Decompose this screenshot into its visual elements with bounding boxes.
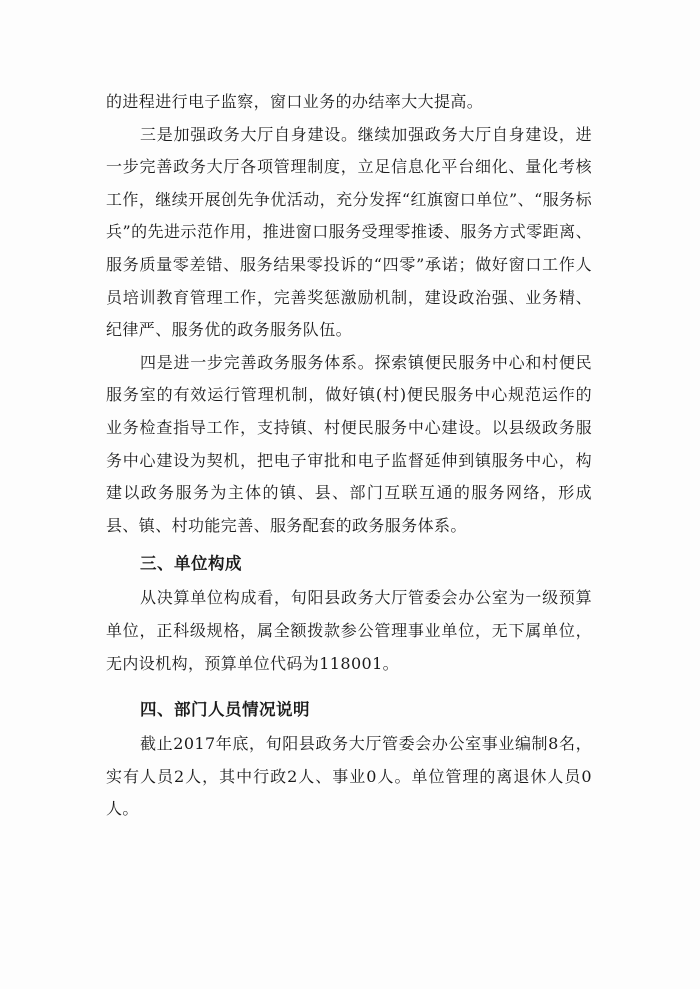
section-heading-unit-composition: 三、单位构成 xyxy=(140,554,242,574)
paragraph-unit-composition: 从决算单位构成看，旬阳县政务大厅管委会办公室为一级预算单位，正科级规格，属全额拨款参公管理事业单位，无下属单位，无内设机构，预算单位代码为118001。 xyxy=(106,588,592,673)
paragraph-item-three: 三是加强政务大厅自身建设。继续加强政务大厅自身建设，进一步完善政务大厅各项管理制度，立足信息化平台细化、量化考核工作，继续开展创先争优活动，充分发挥“红旗窗口单位”、“服务标兵”的先进示范作用，推进窗口服务受理零推诿、服务方式零距离、服务质量零差错、服务结果零投诉的“四零”承诺；做好窗口工作人员培训教育管理工作，完善奖惩激励机制，建设政治强、业务精、纪律严、服务优的政务服务队伍。 xyxy=(106,124,592,340)
paragraph-continuation: 的进程进行电子监察，窗口业务的办结率大大提高。 xyxy=(106,92,484,111)
document-page xyxy=(106,86,592,826)
section-heading-staff: 四、部门人员情况说明 xyxy=(140,700,310,720)
paragraph-item-four: 四是进一步完善政务服务体系。探索镇便民服务中心和村便民服务室的有效运行管理机制，做好镇(村)便民服务中心规范运作的业务检查指导工作，支持镇、村便民服务中心建设。以县级政务服务中心建设为契机，把电子审批和电子监督延伸到镇服务中心，构建以政务服务为主体的镇、县、部门互联互通的服务网络，形成县、镇、村功能完善、服务配套的政务服务体系。 xyxy=(106,352,592,535)
paragraph-staff: 截止2017年底，旬阳县政务大厅管委会办公室事业编制8名，实有人员2人，其中行政2人、事业0人。单位管理的离退休人员0人。 xyxy=(106,734,592,819)
